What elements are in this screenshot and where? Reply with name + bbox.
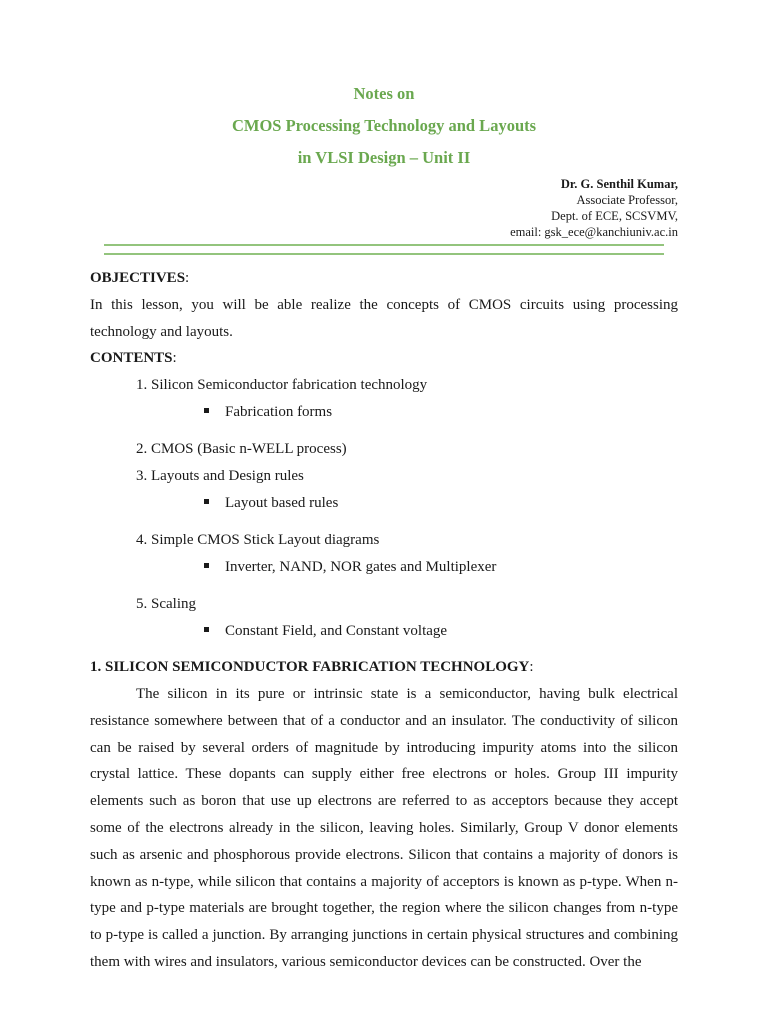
contents-subitem-3-text: Layout based rules [225, 495, 339, 511]
contents-subitem-5-text: Constant Field, and Constant voltage [225, 623, 448, 639]
contents-item-3: 3. Layouts and Design rules [136, 468, 304, 484]
author-block [510, 176, 678, 240]
author-email: email: gsk_ece@kanchiuniv.ac.in [510, 225, 678, 239]
bullet-square-icon [204, 563, 209, 568]
contents-item-1: 1. Silicon Semiconductor fabrication technology [136, 377, 428, 393]
contents-subitem-4 [204, 559, 496, 576]
contents-subitem-5 [204, 623, 447, 640]
section1-paragraph: The silicon in its pure or intrinsic state is a semiconductor, having bulk electrical resistance somewhere between that of a conductor and an insulator. The conductivity of silicon can be raised by several orders of magnitude by introducing impurity atoms into the silicon crystal lattice. These dopants can supply either free electrons or holes. Group III impurity elements such as boron that use up electrons are referred to as acceptors because they accept some of the electrons already in the silicon, leaving holes. Similarly, Group V donor elements such as arsenic and phosphorous provide electrons. Silicon that contains a majority of donors is known as n-type, while silicon that contains a majority of acceptors is known as p-type. When n-type and p-type materials are brought together, the region where the silicon changes from n-type to p-type is called a junction. By arranging junctions in certain physical structures and combining them with wires and insulators, various semiconductor devices can be constructed. Over the [90, 686, 678, 970]
author-dept: Dept. of ECE, SCSVMV, [551, 209, 678, 223]
title-line-3: in VLSI Design – Unit II [297, 148, 471, 167]
contents-subitem-3 [204, 495, 338, 512]
contents-item-2: 2. CMOS (Basic n-WELL process) [136, 441, 347, 457]
author-name: Dr. G. Senthil Kumar, [560, 177, 678, 191]
title-line-2: CMOS Processing Technology and Layouts [231, 116, 537, 135]
objectives-heading [90, 270, 189, 287]
title-line-1: Notes on [353, 84, 415, 103]
contents-subitem-1 [204, 404, 332, 421]
section1-heading [90, 659, 534, 676]
contents-subitem-1-text: Fabrication forms [225, 404, 333, 420]
contents-subitem-4-text: Inverter, NAND, NOR gates and Multiplexer [225, 559, 497, 575]
contents-item-4: 4. Simple CMOS Stick Layout diagrams [136, 532, 380, 548]
contents-item-5: 5. Scaling [136, 596, 196, 612]
contents-heading-text: CONTENTS [90, 350, 173, 366]
objectives-text: In this lesson, you will be able realize the concepts of CMOS circuits using processing technology and layouts. [90, 297, 678, 340]
bullet-square-icon [204, 499, 209, 504]
section-divider [104, 244, 664, 255]
contents-heading-colon: : [172, 350, 177, 366]
author-position: Associate Professor, [576, 193, 678, 207]
section1-heading-colon: : [529, 659, 534, 675]
objectives-heading-colon: : [185, 270, 190, 286]
objectives-heading-text: OBJECTIVES [90, 270, 186, 286]
section1-heading-text: 1. SILICON SEMICONDUCTOR FABRICATION TECHNOLOGY [90, 659, 530, 675]
bullet-square-icon [204, 408, 209, 413]
contents-heading [90, 350, 177, 367]
bullet-square-icon [204, 627, 209, 632]
